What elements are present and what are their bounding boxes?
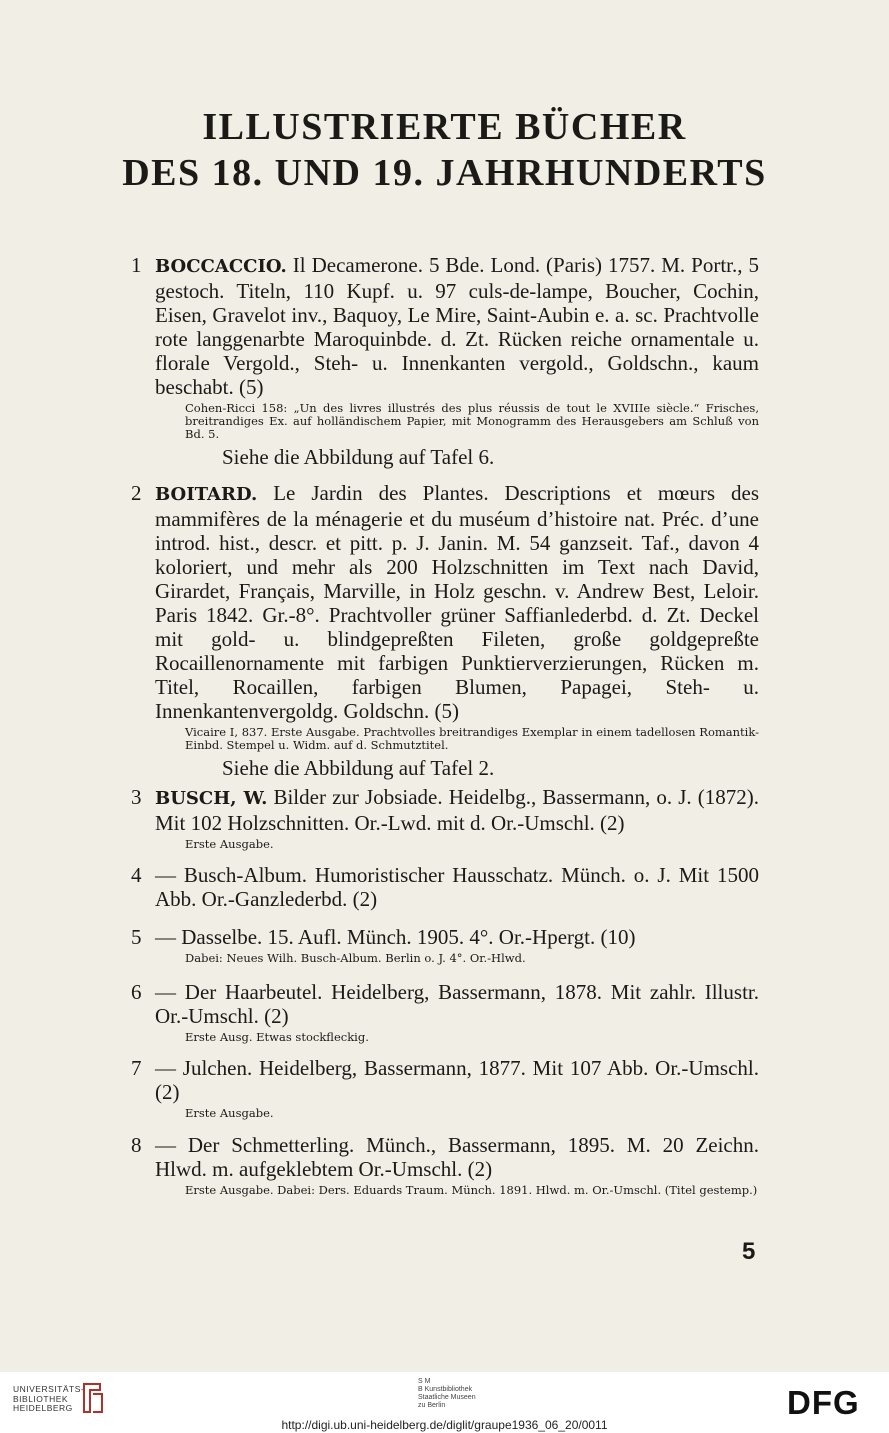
smb-label-line: Staatliche Museen (418, 1394, 476, 1401)
catalog-entry (131, 785, 759, 851)
entry-note: Erste Ausgabe. (185, 1106, 274, 1120)
entry-plate-reference: Siehe die Abbildung auf Tafel 2. (222, 756, 495, 780)
entry-number: 2 (131, 481, 142, 505)
smb-label-line: zu Berlin (418, 1402, 446, 1409)
catalog-entry (131, 925, 759, 965)
entry-number: 6 (131, 980, 142, 1004)
catalog-entry (131, 481, 760, 780)
page-number: 5 (742, 1238, 756, 1265)
entry-text (155, 253, 759, 399)
ub-heidelberg-label (13, 1385, 84, 1414)
entry-number: 5 (131, 925, 142, 949)
catalog-entry (131, 1133, 759, 1197)
catalog-entry (131, 863, 759, 911)
entry-text: — Der Schmetterling. Münch., Bassermann, 1895. M. 20 Zeichn. Hlwd. m. aufgeklebtem Or.-Umschl. (2) (155, 1133, 759, 1181)
entry-plate-reference: Siehe die Abbildung auf Tafel 6. (222, 445, 495, 469)
source-url-link[interactable]: http://digi.ub.uni-heidelberg.de/diglit/graupe1936_06_20/0011 (281, 1418, 608, 1432)
entry-description: Bilder zur Jobsiade. Heidelbg., Bassermann, o. J. (1872). Mit 102 Holzschnitten. Or.-Lwd. mit d. Or.-Umschl. (2) (155, 785, 759, 835)
entry-text (155, 785, 759, 835)
entry-author: BUSCH, W. (155, 788, 268, 809)
entry-description: Il Decamerone. 5 Bde. Lond. (Paris) 1757. M. Portr., 5 gestoch. Titeln, 110 Kupf. u. 97 culs-de-lampe, Boucher, Cochin, Eisen, Gravelot inv., Baquoy, Le Mire, Saint-Aubin e. a. sc. Prachtvolle rote langgenarbte Maroquinbde. d. Zt. Rücken reiche ornamentale u. florale Vergold., Steh- u. Innenkanten vergold., Goldschn., kaum beschabt. (5) (155, 253, 759, 399)
entry-note: Cohen-Ricci 158: „Un des livres illustrés des plus réussis de tout le XVIIIe siècle.“ Frisches, breitrandiges Ex. auf holländischem Papier, mit Monogramm des Herausgebers am Schluß von Bd. 5. (185, 401, 759, 441)
ub-label-line: UNIVERSITÄTS- (13, 1384, 85, 1394)
ub-label-line: HEIDELBERG (13, 1403, 73, 1413)
entry-note: Erste Ausgabe. Dabei: Ders. Eduards Traum. Münch. 1891. Hlwd. m. Or.-Umschl. (Titel gestemp.) (185, 1183, 758, 1197)
entry-number: 3 (131, 785, 142, 809)
ub-label-line: BIBLIOTHEK (13, 1393, 69, 1404)
smb-kunstbibliothek-label (418, 1378, 476, 1410)
entry-text (155, 481, 759, 723)
entry-description: Le Jardin des Plantes. Descriptions et mœurs des mammifères de la ménagerie et du muséum d’histoire nat. Préc. d’une introd. hist., descr. et pitt. p. J. Janin. M. 54 ganzseit. Taf., davon 4 koloriert, und mehr als 200 Holzschnitten im Text nach David, Girardet, Français, Marville, in Holz geschn. v. Andrew Best, Leloir. Paris 1842. Gr.-8°. Prachtvoller grüner Saffianlederbd. d. Zt. Deckel mit gold- u. blindgepreßten Fileten, große goldgepreßte Rocaillenornamente mit farbigen Punktierverzierungen, Rücken m. Titel, Rocaillen, farbigen Blumen, Papagei, Steh- u. Innenkantenvergoldg. Goldschn. (5) (155, 481, 760, 723)
ub-heidelberg-logo-icon (80, 1380, 106, 1416)
entry-text: — Julchen. Heidelberg, Bassermann, 1877. Mit 107 Abb. Or.-Umschl. (2) (155, 1056, 759, 1104)
entry-text: — Busch-Album. Humoristischer Hausschatz. Münch. o. J. Mit 1500 Abb. Or.-Ganzlederbd. (2) (155, 863, 759, 911)
entry-note: Dabei: Neues Wilh. Busch-Album. Berlin o. J. 4°. Or.-Hlwd. (185, 951, 526, 965)
entry-number: 7 (131, 1056, 142, 1080)
entry-note: Vicaire I, 837. Erste Ausgabe. Prachtvolles breitrandiges Exemplar in einem tadellosen Romantik-Einbd. Stempel u. Widm. auf d. Schmutztitel. (185, 725, 759, 752)
smb-label-line: S M (418, 1378, 431, 1385)
catalog-entry (131, 1056, 759, 1120)
entry-author: BOCCACCIO. (155, 256, 287, 277)
entry-note: Erste Ausgabe. (185, 837, 274, 851)
entry-number: 1 (131, 253, 142, 277)
smb-label-line: B Kunstbibliothek (418, 1386, 473, 1393)
page-title-line-2: DES 18. UND 19. JAHRHUNDERTS (122, 152, 767, 194)
entry-author: BOITARD. (155, 484, 258, 505)
catalog-entry (131, 980, 759, 1044)
entry-text: — Der Haarbeutel. Heidelberg, Bassermann, 1878. Mit zahlr. Illustr. Or.-Umschl. (2) (155, 980, 759, 1028)
page-title-line-1: ILLUSTRIERTE BÜCHER (202, 106, 687, 148)
entry-text: — Dasselbe. 15. Aufl. Münch. 1905. 4°. Or.-Hpergt. (10) (155, 925, 636, 949)
catalog-entry (131, 253, 759, 469)
entry-number: 4 (131, 863, 142, 887)
entry-note: Erste Ausg. Etwas stockfleckig. (185, 1030, 369, 1044)
dfg-logo: DFG (787, 1384, 860, 1421)
entry-number: 8 (131, 1133, 142, 1157)
